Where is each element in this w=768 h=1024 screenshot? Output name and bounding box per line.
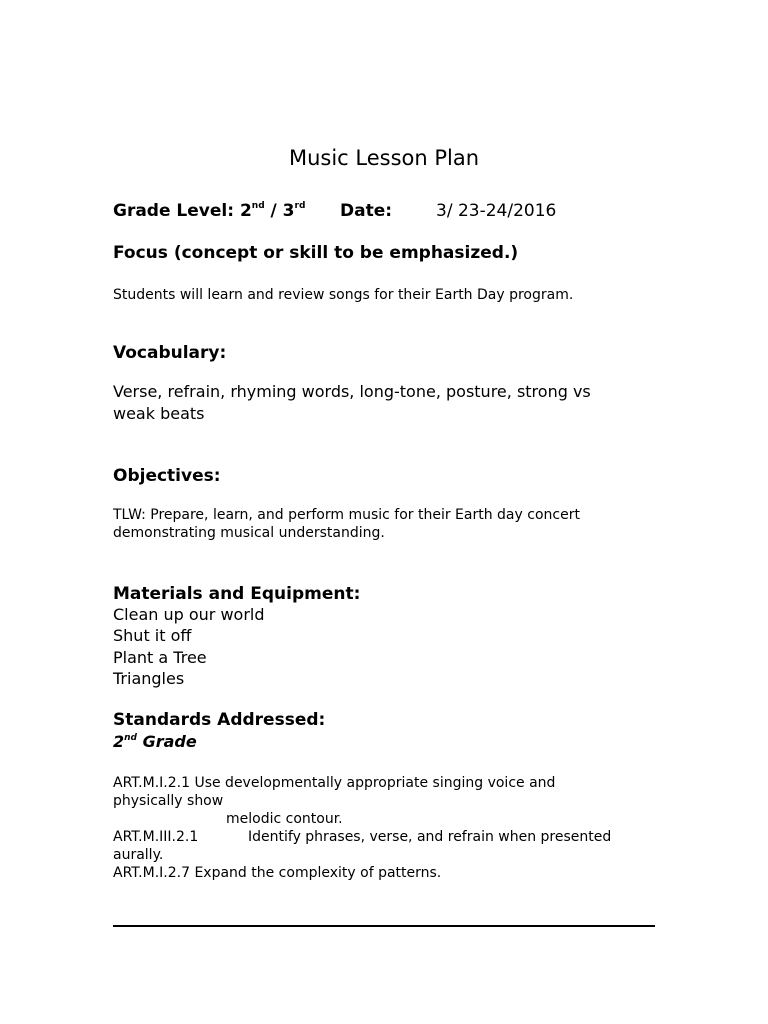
standard-line: aurally. <box>113 847 164 863</box>
standards-grade-sup: nd <box>124 732 137 743</box>
standards-grade <box>113 732 197 751</box>
standard-line: Identify phrases, verse, and refrain when presented <box>248 829 612 845</box>
focus-text: Students will learn and review songs for their Earth Day program. <box>113 287 574 303</box>
vocabulary-heading: Vocabulary: <box>113 343 227 363</box>
materials-item: Shut it off <box>113 626 192 645</box>
materials-heading: Materials and Equipment: <box>113 584 361 604</box>
materials-item: Plant a Tree <box>113 648 207 667</box>
grade-level-line <box>113 201 305 221</box>
grade-sup-nd: nd <box>251 201 265 212</box>
standard-line: melodic contour. <box>226 811 343 827</box>
focus-heading: Focus (concept or skill to be emphasized.) <box>113 243 519 263</box>
materials-item: Triangles <box>113 669 185 688</box>
grade-level-label: Grade Level: 2 <box>113 201 252 221</box>
grade-level-sep: / 3 <box>264 201 295 221</box>
grade-sup-rd: rd <box>294 201 306 212</box>
date-value: 3/ 23-24/2016 <box>436 201 557 221</box>
vocabulary-line-1: Verse, refrain, rhyming words, long-tone, posture, strong vs <box>113 382 591 401</box>
page-title: Music Lesson Plan <box>288 146 480 170</box>
objectives-line-1: TLW: Prepare, learn, and perform music for their Earth day concert <box>113 507 580 523</box>
standard-code: ART.M.III.2.1 <box>113 829 199 845</box>
horizontal-rule <box>113 925 655 927</box>
objectives-line-2: demonstrating musical understanding. <box>113 525 385 541</box>
date-label: Date: <box>340 201 393 221</box>
vocabulary-line-2: weak beats <box>113 404 205 423</box>
standards-grade-word: Grade <box>137 732 197 751</box>
standard-line: ART.M.I.2.7 Expand the complexity of patterns. <box>113 865 442 881</box>
standards-grade-num: 2 <box>113 732 125 751</box>
standard-line: physically show <box>113 793 224 809</box>
materials-item: Clean up our world <box>113 605 265 624</box>
standard-line: ART.M.I.2.1 Use developmentally appropriate singing voice and <box>113 775 556 791</box>
objectives-heading: Objectives: <box>113 466 221 486</box>
standards-heading: Standards Addressed: <box>113 710 326 730</box>
